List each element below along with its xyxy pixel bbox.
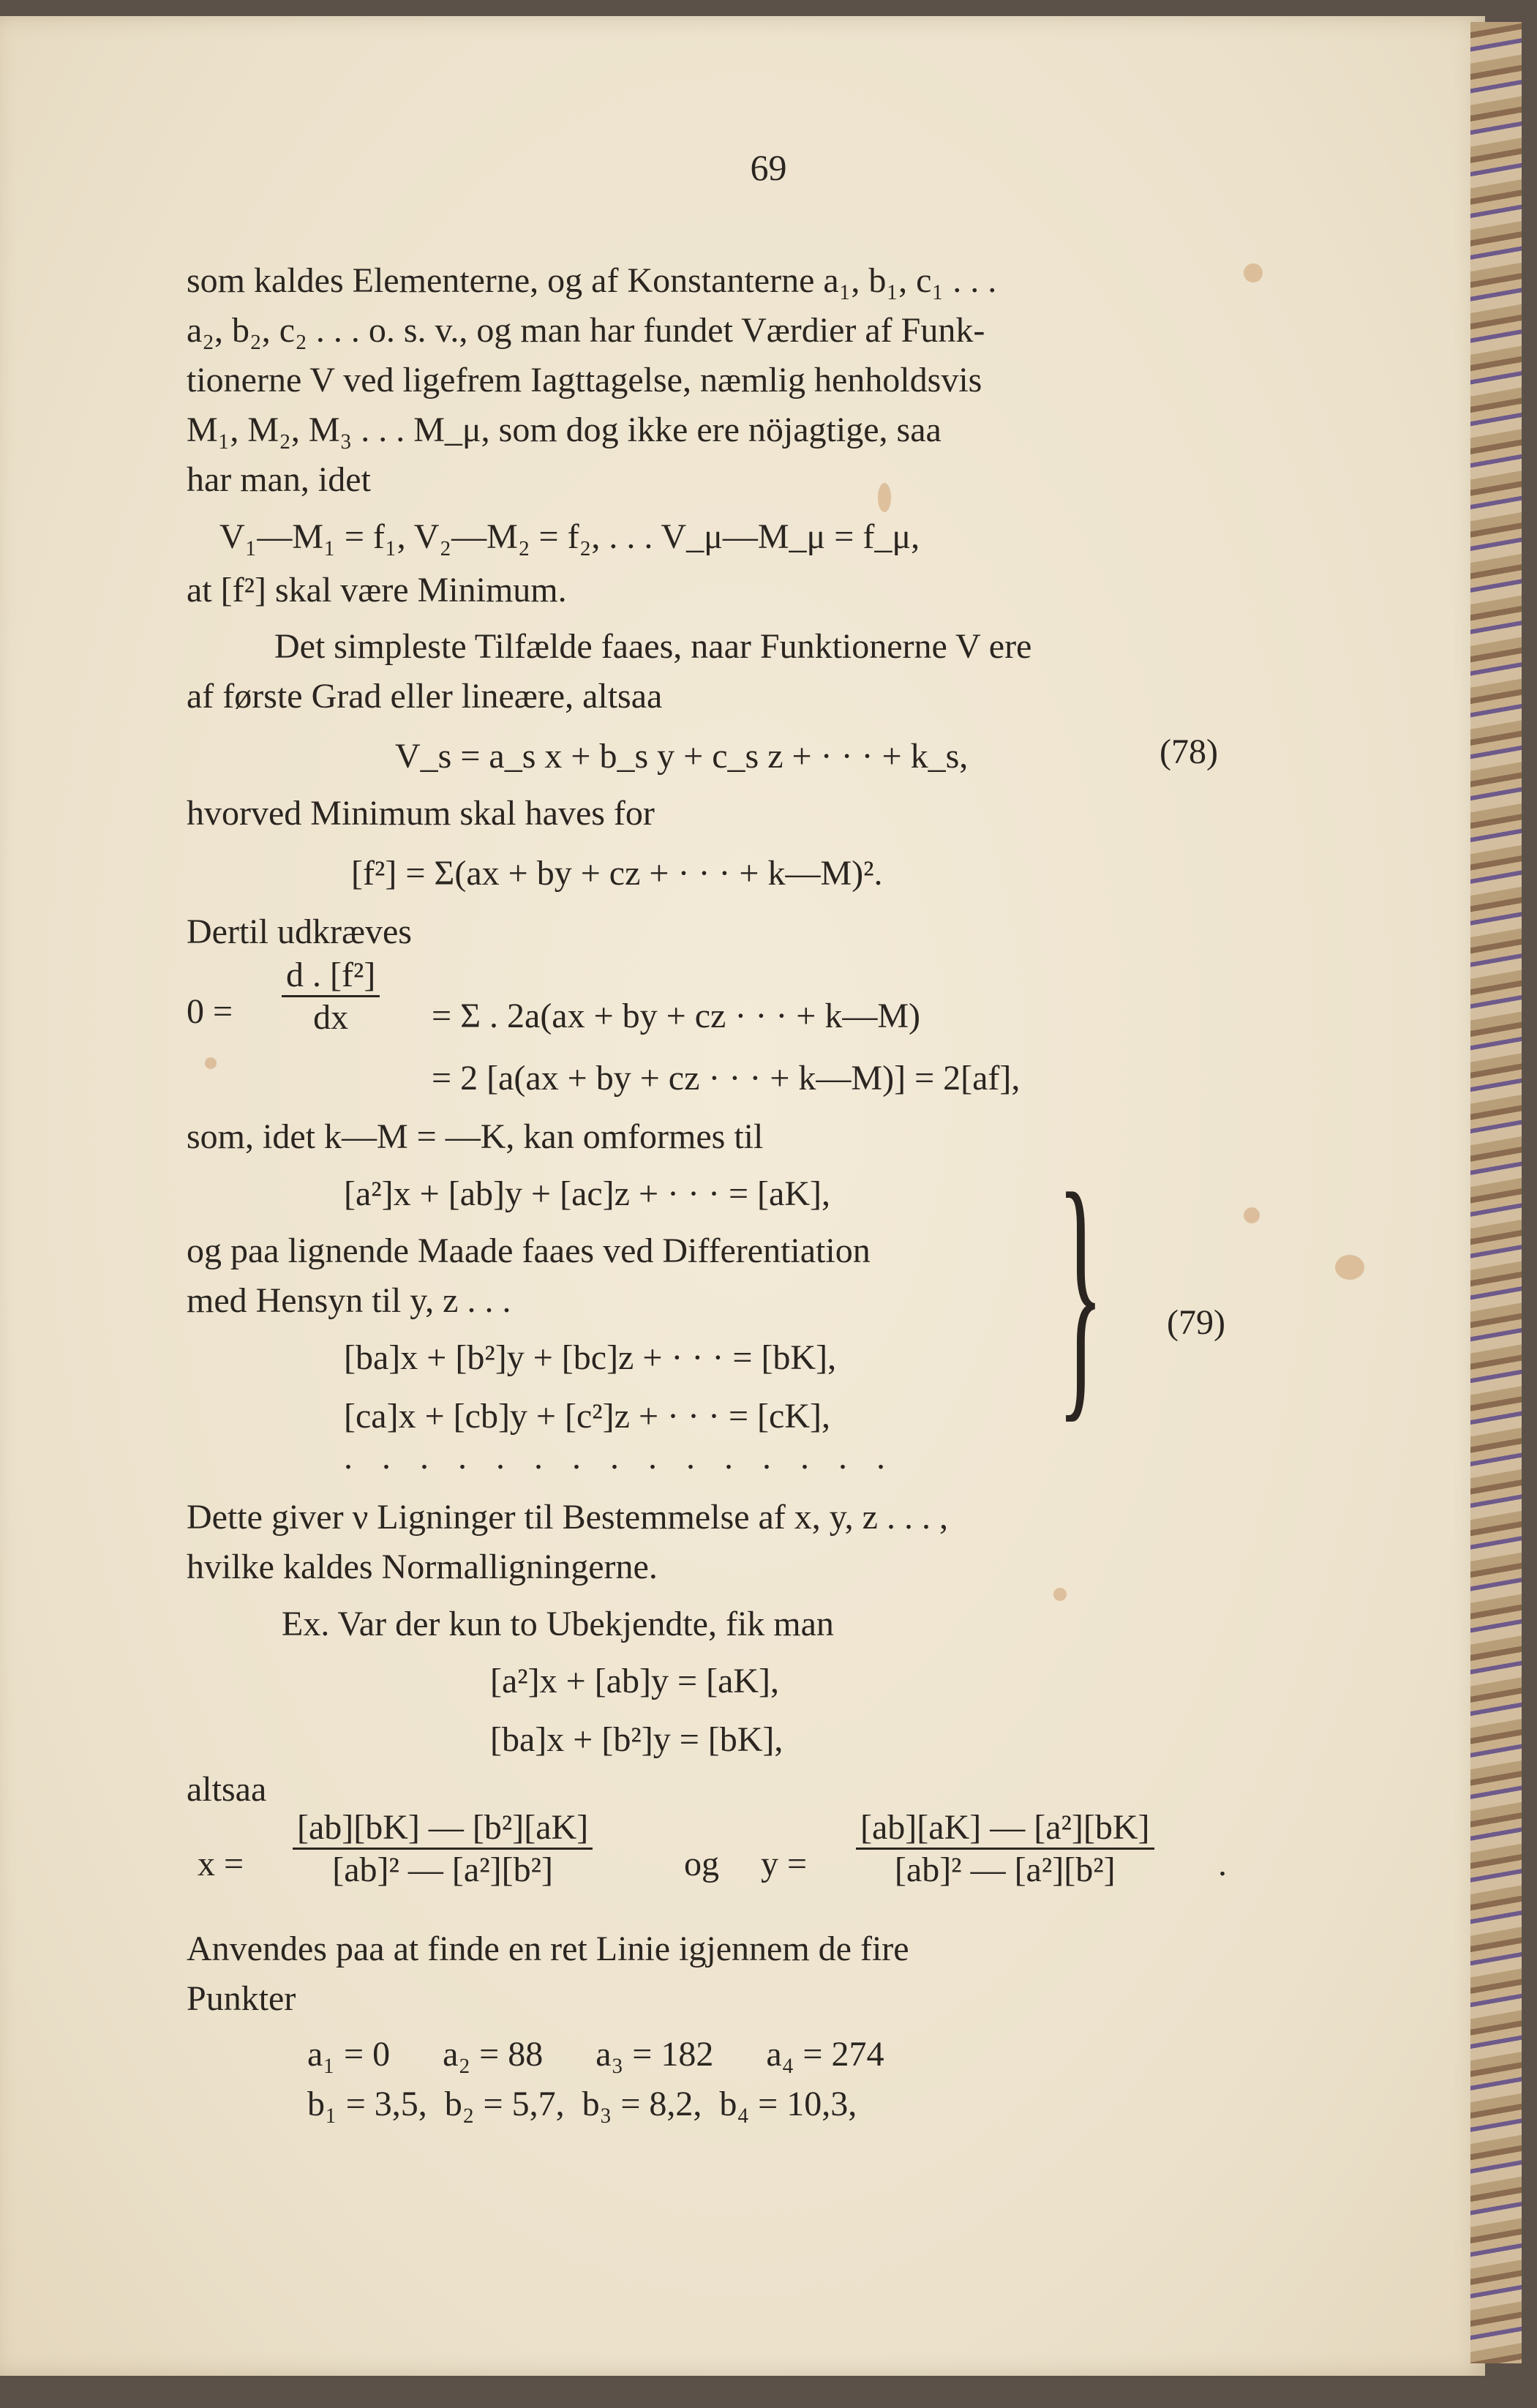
text-line: Ex. Var der kun to Ubekjendte, fik man [282, 1605, 834, 1643]
stain [1244, 1207, 1260, 1223]
text-line: Anvendes paa at finde en ret Linie igjennem de fire [187, 1929, 909, 1968]
text-line: altsaa [187, 1770, 267, 1809]
page-edge [1470, 22, 1522, 2363]
equation-number-79: (79) [1167, 1303, 1225, 1342]
equation-line: [a²]x + [ab]y + [ac]z + · · · = [aK], [344, 1174, 830, 1213]
equation-number-78: (78) [1160, 732, 1218, 771]
y-fraction [856, 1807, 1154, 1890]
page-number: 69 [750, 147, 787, 188]
equation-line: = 2 [a(ax + by + cz · · · + k—M)] = 2[af], [432, 1059, 1021, 1098]
equation-line: V_s = a_s x + b_s y + c_s z + · · · + k_s, [395, 737, 969, 776]
text-line: a₂, b₂, c₂ . . . o. s. v., og man har fundet Værdier af Funk- [187, 311, 985, 350]
equation-line: = Σ . 2a(ax + by + cz · · · + k—M) [432, 997, 921, 1035]
x-fraction [293, 1807, 593, 1890]
fraction-numerator: [ab][aK] — [a²][bK] [856, 1807, 1154, 1850]
text-line: som kaldes Elementerne, og af Konstanterne a₁, b₁, c₁ . . . [187, 261, 997, 300]
stain [205, 1057, 217, 1069]
text-line: M₁, M₂, M₃ . . . M_μ, som dog ikke ere nöjagtige, saa [187, 410, 942, 449]
data-line: b₁ = 3,5, b₂ = 5,7, b₃ = 8,2, b₄ = 10,3, [307, 2085, 857, 2123]
text-line: Det simpleste Tilfælde faaes, naar Funktionerne V ere [274, 627, 1032, 666]
equation-line: V₁—M₁ = f₁, V₂—M₂ = f₂, . . . V_μ—M_μ = f_μ, [219, 517, 920, 556]
text-line: at [f²] skal være Minimum. [187, 571, 567, 609]
equation-line: [f²] = Σ(ax + by + cz + · · · + k—M)². [351, 854, 883, 893]
y-lhs: y = [761, 1845, 808, 1883]
data-line: a₁ = 0 a₂ = 88 a₃ = 182 a₄ = 274 [307, 2035, 884, 2074]
stain [1244, 263, 1263, 282]
fraction-numerator: d . [f²] [282, 955, 380, 997]
text-line: har man, idet [187, 460, 371, 499]
fraction-denominator: [ab]² — [a²][b²] [332, 1850, 553, 1889]
text-line: som, idet k—M = —K, kan omformes til [187, 1117, 764, 1156]
text-line: med Hensyn til y, z . . . [187, 1281, 511, 1320]
derivative-lhs: 0 = [187, 992, 233, 1031]
text-line: af første Grad eller lineære, altsaa [187, 677, 663, 716]
equation-line: [ba]x + [b²]y = [bK], [490, 1720, 783, 1759]
text-line: tionerne V ved ligefrem Iagttagelse, næmlig henholdsvis [187, 361, 982, 400]
system-brace: } [1057, 1137, 1104, 1445]
text-line: Dette giver ν Ligninger til Bestemmelse af x, y, z . . . , [187, 1498, 948, 1537]
fraction-denominator: dx [313, 998, 349, 1037]
equation-line: [ba]x + [b²]y + [bc]z + · · · = [bK], [344, 1338, 837, 1377]
equation-line: [a²]x + [ab]y = [aK], [490, 1662, 780, 1700]
equation-line: [ca]x + [cb]y + [c²]z + · · · = [cK], [344, 1397, 830, 1436]
stain [1335, 1255, 1364, 1280]
period: . [1218, 1845, 1227, 1883]
text-line: Punkter [187, 1979, 296, 2018]
dots-line: . . . . . . . . . . . . . . . [344, 1438, 895, 1477]
x-lhs: x = [198, 1845, 244, 1883]
text-line: Dertil udkræves [187, 912, 412, 951]
text-line: hvilke kaldes Normalligningerne. [187, 1548, 658, 1586]
derivative-fraction [282, 955, 380, 1038]
text-line: hvorved Minimum skal haves for [187, 794, 655, 833]
fraction-denominator: [ab]² — [a²][b²] [894, 1850, 1116, 1889]
og-word: og [684, 1845, 719, 1883]
text-line: og paa lignende Maade faaes ved Differentiation [187, 1231, 871, 1270]
fraction-numerator: [ab][bK] — [b²][aK] [293, 1807, 593, 1850]
